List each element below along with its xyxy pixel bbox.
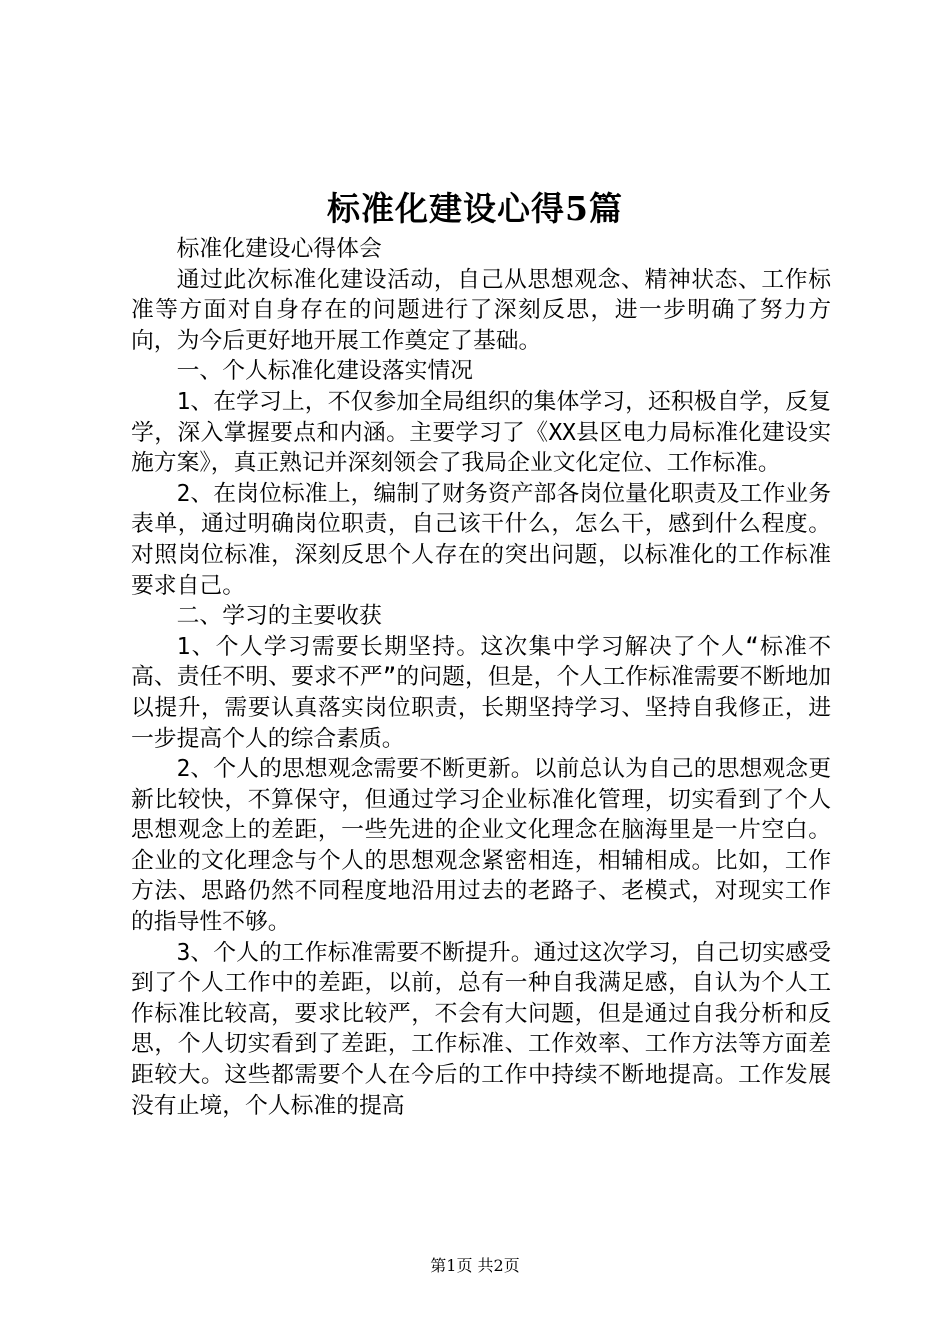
document-title: 标准化建设心得5篇 (327, 189, 623, 228)
paragraph-1-1: 1、在学习上，不仅参加全局组织的集体学习，还积极自学，反复学，深入掌握要点和内涵。主要学习了《XX县区电力局标准化建设实施方案》，真正熟记并深刻领会了我局企业文化定位、工作标准。 (131, 388, 831, 477)
paragraph-1-2: 2、在岗位标准上，编制了财务资产部各岗位量化职责及工作业务表单，通过明确岗位职责，自己该干什么，怎么干，感到什么程度。对照岗位标准，深刻反思个人存在的突出问题，以标准化的工作标准要求自己。 (131, 480, 831, 599)
paragraph-intro: 通过此次标准化建设活动，自己从思想观念、精神状态、工作标准等方面对自身存在的问题进行了深刻反思，进一步明确了努力方向，为今后更好地开展工作奠定了基础。 (131, 266, 831, 354)
document-body (131, 234, 831, 1121)
section-heading-1: 一、个人标准化建设落实情况 (176, 358, 473, 385)
paragraph-2-2: 2、个人的思想观念需要不断更新。以前总认为自己的思想观念更新比较快，不算保守，但通过学习企业标准化管理，切实看到了个人思想观念上的差距，一些先进的企业文化理念在脑海里是一片空白。企业的文化理念与个人的思想观念紧密相连，相辅相成。比如，工作方法、思路仍然不同程度地沿用过去的老路子、老模式，对现实工作的指导性不够。 (131, 756, 831, 936)
paragraph-2-1: 1、个人学习需要长期坚持。这次集中学习解决了个人“标准不高、责任不明、要求不严”的问题，但是，个人工作标准需要不断地加以提升，需要认真落实岗位职责，长期坚持学习、坚持自我修正，进一步提高个人的综合素质。 (131, 633, 831, 752)
paragraph-subtitle: 标准化建设心得体会 (176, 236, 382, 262)
paragraph-2-3: 3、个人的工作标准需要不断提升。通过这次学习，自己切实感受到了个人工作中的差距，以前，总有一种自我满足感，自认为个人工作标准比较高，要求比较严，不会有大问题，但是通过自我分析和反思，个人切实看到了差距，工作标准、工作效率、工作方法等方面差距较大。这些都需要个人在今后的工作中持续不断地提高。工作发展没有止境，个人标准的提高 (131, 939, 831, 1119)
page-footer: 第1页 共2页 (430, 1256, 520, 1275)
section-heading-2: 二、学习的主要收获 (176, 603, 382, 630)
